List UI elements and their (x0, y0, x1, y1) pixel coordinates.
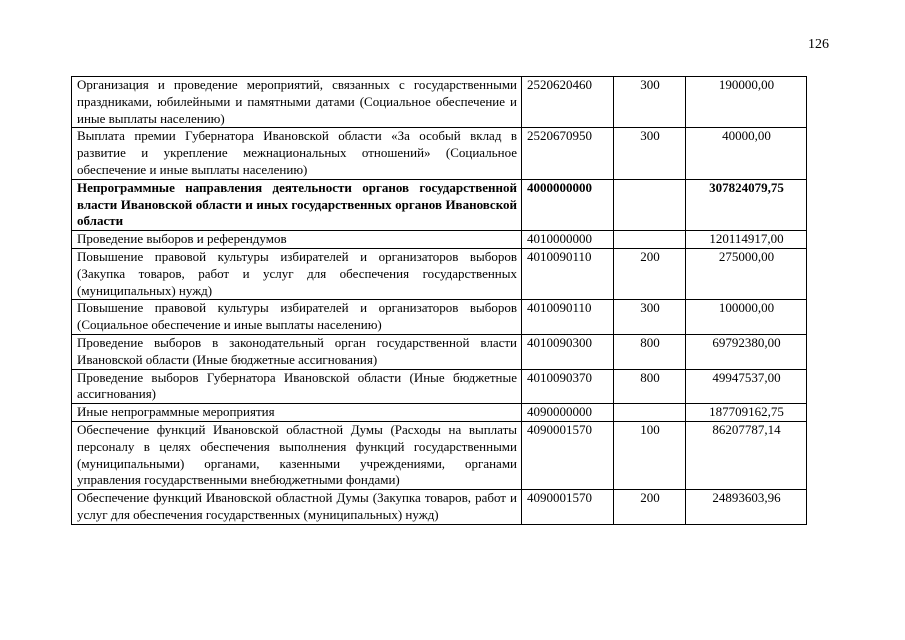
row-sum: 120114917,00 (686, 231, 807, 249)
table-row (72, 248, 807, 299)
row-sum: 275000,00 (686, 248, 807, 299)
row-name: Выплата премии Губернатора Ивановской области «За особый вклад в развитие и укрепление межнациональных отношений» (Социальное обеспечение и иные выплаты населению) (72, 128, 522, 179)
table-row (72, 231, 807, 249)
row-name: Иные непрограммные мероприятия (72, 404, 522, 422)
budget-table (71, 76, 807, 525)
row-sum: 86207787,14 (686, 421, 807, 489)
table-row (72, 421, 807, 489)
row-name: Организация и проведение мероприятий, связанных с государственными праздниками, юбилейными и памятными датами (Социальное обеспечение и иные выплаты населению) (72, 77, 522, 128)
row-type: 800 (614, 334, 686, 369)
row-type: 300 (614, 77, 686, 128)
row-type (614, 179, 686, 230)
row-name: Повышение правовой культуры избирателей и организаторов выборов (Закупка товаров, работ и услуг для обеспечения государственных (муниципальных) нужд) (72, 248, 522, 299)
table-row (72, 77, 807, 128)
row-type: 300 (614, 128, 686, 179)
row-sum: 69792380,00 (686, 334, 807, 369)
row-type: 100 (614, 421, 686, 489)
row-code: 2520620460 (522, 77, 614, 128)
table-row-section (72, 179, 807, 230)
row-code: 4000000000 (522, 179, 614, 230)
row-sum: 40000,00 (686, 128, 807, 179)
row-code: 4090001570 (522, 490, 614, 525)
table-row (72, 369, 807, 404)
table-row (72, 490, 807, 525)
row-sum: 24893603,96 (686, 490, 807, 525)
row-code: 4090001570 (522, 421, 614, 489)
row-type: 200 (614, 248, 686, 299)
row-sum: 307824079,75 (686, 179, 807, 230)
row-code: 4010090370 (522, 369, 614, 404)
row-type (614, 404, 686, 422)
row-name: Обеспечение функций Ивановской областной Думы (Расходы на выплаты персоналу в целях обеспечения выполнения функций государственными (муниципальными) органами, казенными учреждениями, органами управления государственными внебюджетными фондами) (72, 421, 522, 489)
table-row (72, 128, 807, 179)
row-name: Повышение правовой культуры избирателей и организаторов выборов (Социальное обеспечение и иные выплаты населению) (72, 300, 522, 335)
row-name: Проведение выборов в законодательный орган государственной власти Ивановской области (Иные бюджетные ассигнования) (72, 334, 522, 369)
page-number: 126 (808, 37, 829, 52)
row-code: 4010090300 (522, 334, 614, 369)
table-row (72, 300, 807, 335)
table-row (72, 334, 807, 369)
row-code: 4010090110 (522, 248, 614, 299)
row-sum: 100000,00 (686, 300, 807, 335)
row-name: Проведение выборов Губернатора Ивановской области (Иные бюджетные ассигнования) (72, 369, 522, 404)
row-sum: 49947537,00 (686, 369, 807, 404)
row-name: Непрограммные направления деятельности органов государственной власти Ивановской области и иных государственных органов Ивановской области (72, 179, 522, 230)
row-name: Обеспечение функций Ивановской областной Думы (Закупка товаров, работ и услуг для обеспечения государственных (муниципальных) нужд) (72, 490, 522, 525)
budget-table-body (72, 77, 807, 525)
table-row (72, 404, 807, 422)
row-type (614, 231, 686, 249)
row-type: 200 (614, 490, 686, 525)
row-code: 2520670950 (522, 128, 614, 179)
row-type: 300 (614, 300, 686, 335)
row-sum: 187709162,75 (686, 404, 807, 422)
row-code: 4010000000 (522, 231, 614, 249)
row-name: Проведение выборов и референдумов (72, 231, 522, 249)
row-type: 800 (614, 369, 686, 404)
row-code: 4090000000 (522, 404, 614, 422)
row-code: 4010090110 (522, 300, 614, 335)
row-sum: 190000,00 (686, 77, 807, 128)
